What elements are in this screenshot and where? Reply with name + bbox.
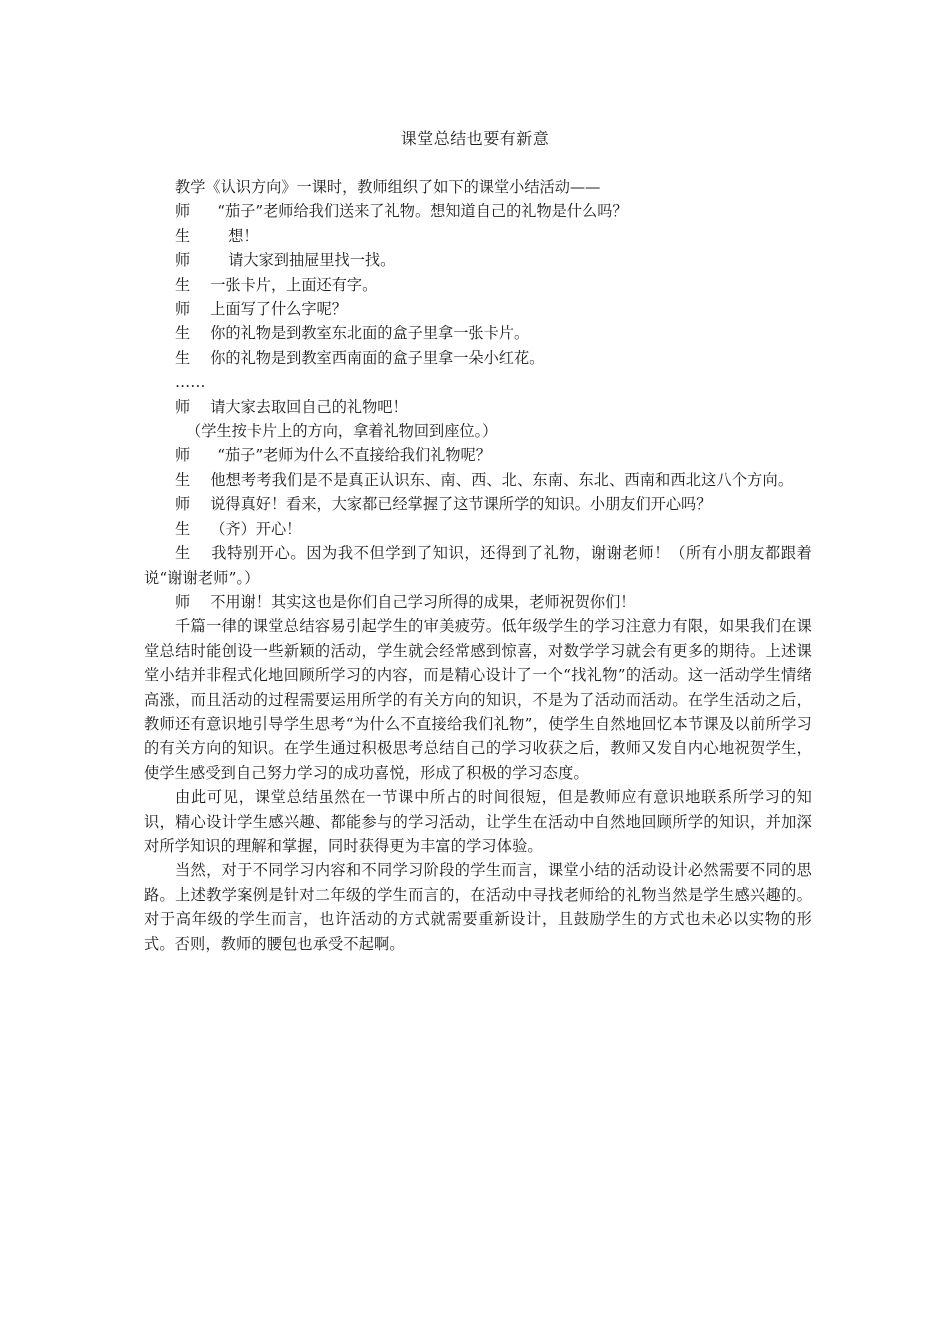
speaker: 生 [175, 470, 191, 489]
utterance: （齐）开心！ [210, 519, 302, 538]
dialogue-line [144, 224, 812, 248]
dialogue-line [144, 541, 812, 590]
dialogue-line [144, 590, 812, 614]
dialogue-line [144, 297, 812, 321]
dialogue-line [144, 492, 812, 516]
utterance: 一张卡片，上面还有字。 [210, 275, 378, 294]
dialogue-line [144, 273, 812, 297]
speaker: 生 [175, 275, 191, 294]
speaker: 生 [175, 544, 191, 563]
dialogue-line [144, 321, 812, 345]
document-body [144, 175, 812, 956]
utterance: “茄子”老师给我们送来了礼物。想知道自己的礼物是什么吗？ [217, 202, 628, 221]
speaker: 师 [175, 592, 191, 611]
intro-line: 教学《认识方向》一课时，教师组织了如下的课堂小结活动—— [175, 178, 601, 196]
dialogue-line [144, 517, 812, 541]
utterance: 请大家到抽屉里找一找。 [228, 251, 396, 270]
speaker: 师 [175, 397, 191, 416]
utterance: 我特别开心。因为我不但学到了知识，还得到了礼物，谢谢老师！（所有小朋友都跟着说“谢谢老师”。） [144, 544, 812, 587]
speaker: 师 [175, 446, 191, 465]
speaker: 师 [175, 495, 191, 514]
dialogue-line [144, 443, 812, 467]
utterance: 他想考考我们是不是真正认识东、南、西、北、东南、东北、西南和西北这八个方向。 [210, 470, 794, 489]
dialogue-line [144, 395, 812, 419]
speaker: 师 [175, 251, 191, 270]
stage-direction: （学生按卡片上的方向，拿着礼物回到座位。） [186, 422, 498, 441]
speaker: 师 [175, 300, 191, 319]
paragraph: 千篇一律的课堂总结容易引起学生的审美疲劳。低年级学生的学习注意力有限，如果我们在课堂总结时能创设一些新颖的活动，学生就会经常感到惊喜，对数学学习就会有更多的期待。上述课堂小结并非程式化地回顾所学习的内容，而是精心设计了一个“找礼物”的活动。这一活动学生情绪高涨，而且活动的过程需要运用所学的有关方向的知识，不是为了活动而活动。在学生活动之后，教师还有意识地引导学生思考“为什么不直接给我们礼物”，使学生自然地回忆本节课及以前所学习的有关方向的知识。在学生通过积极思考总结自己的学习收获之后，教师又发自内心地祝贺学生，使学生感受到自己努力学习的成功喜悦，形成了积极的学习态度。 [144, 617, 812, 782]
dialogue-line [144, 248, 812, 272]
utterance: 请大家去取回自己的礼物吧！ [210, 397, 408, 416]
dialogue-line [144, 346, 812, 370]
document-title: 课堂总结也要有新意 [400, 129, 550, 148]
utterance: 不用谢！其实这也是你们自己学习所得的成果，老师祝贺你们！ [210, 592, 636, 611]
utterance: 你的礼物是到教室东北面的盒子里拿一张卡片。 [210, 324, 530, 343]
utterance: 上面写了什么字呢？ [210, 300, 347, 319]
speaker: 生 [175, 519, 191, 538]
dialogue-line [144, 468, 812, 492]
speaker: 师 [175, 202, 191, 221]
speaker: 生 [175, 324, 191, 343]
dialogue-line [144, 199, 812, 223]
paragraph: 当然，对于不同学习内容和不同学习阶段的学生而言，课堂小结的活动设计必然需要不同的思路。上述教学案例是针对二年级的学生而言的，在活动中寻找老师给的礼物当然是学生感兴趣的。对于高年级的学生而言，也许活动的方式就需要重新设计，且鼓励学生的方式也未必以实物的形式。否则，教师的腰包也承受不起啊。 [144, 861, 812, 953]
utterance: “茄子”老师为什么不直接给我们礼物呢？ [217, 446, 491, 465]
utterance: 想！ [228, 226, 259, 245]
speaker: 生 [175, 226, 191, 245]
utterance: 说得真好！看来，大家都已经掌握了这节课所学的知识。小朋友们开心吗？ [210, 495, 712, 514]
speaker: 生 [175, 348, 191, 367]
ellipsis: …… [175, 373, 206, 392]
utterance: 你的礼物是到教室西南面的盒子里拿一朵小红花。 [210, 348, 545, 367]
paragraph: 由此可见，课堂总结虽然在一节课中所占的时间很短，但是教师应有意识地联系所学习的知识，精心设计学生感兴趣、都能参与的学习活动，让学生在活动中自然地回顾所学的知识，并加深对所学知识的理解和掌握，同时获得更为丰富的学习体验。 [144, 788, 812, 855]
